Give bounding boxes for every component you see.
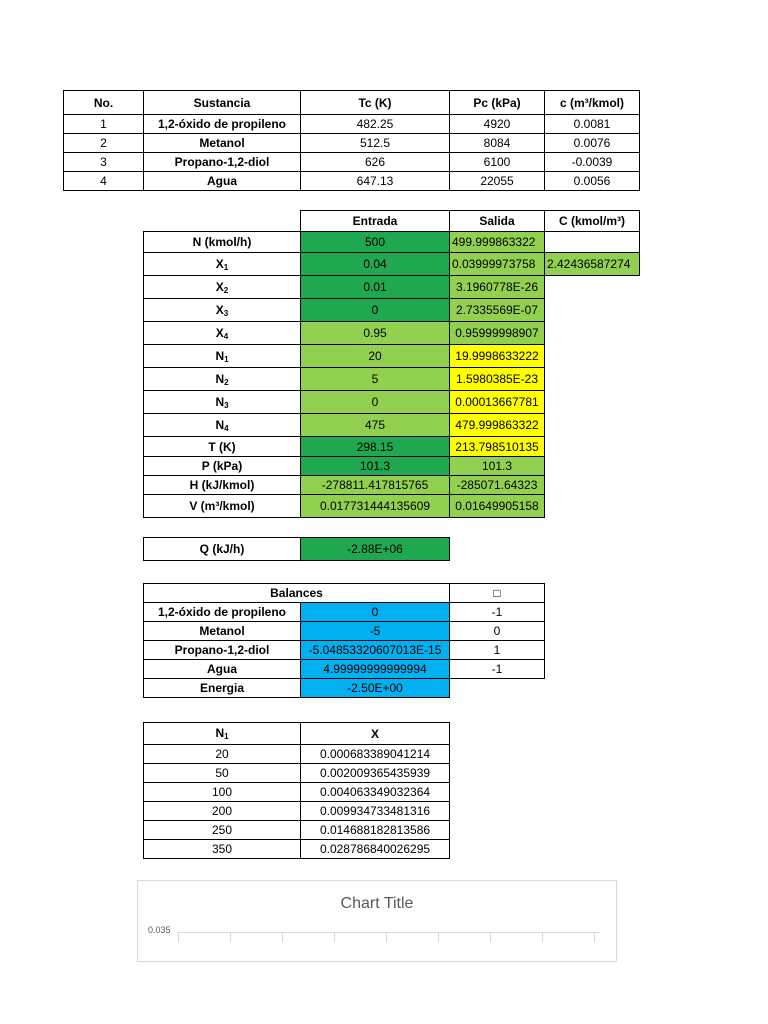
cell[interactable]: 626 <box>301 153 450 172</box>
table-row <box>144 476 640 495</box>
salida-cell[interactable]: 0.01649905158 <box>450 495 545 518</box>
nu-cell[interactable]: 0 <box>450 622 545 641</box>
n-cell[interactable]: 200 <box>144 802 301 821</box>
cell[interactable]: 22055 <box>450 172 545 191</box>
row-label: N (kmol/h) <box>144 232 301 253</box>
empty-cell <box>545 276 640 299</box>
row-label: $N_4$ <box>144 414 301 437</box>
salida-cell[interactable]: -285071.64323 <box>450 476 545 495</box>
gridline <box>178 932 179 942</box>
row-label: $X_1$ <box>144 253 301 276</box>
table-row <box>144 764 450 783</box>
gridline <box>178 932 600 933</box>
row-label: $N_1$ <box>144 345 301 368</box>
gridline <box>386 932 387 942</box>
header-c: c (m³/kmol) <box>545 91 640 115</box>
row-label: V (m³/kmol) <box>144 495 301 518</box>
y-axis-tick-label: 0.035 <box>148 925 171 935</box>
table-row <box>144 679 545 698</box>
table-row <box>144 603 545 622</box>
gridline <box>490 932 491 942</box>
header-entrada: Entrada <box>301 211 450 232</box>
empty-cell <box>545 345 640 368</box>
entrada-cell[interactable]: -278811.417815765 <box>301 476 450 495</box>
header-x: X <box>301 723 450 745</box>
cell[interactable]: 482.25 <box>301 115 450 134</box>
table-row <box>144 253 640 276</box>
table-row <box>144 368 640 391</box>
n-cell[interactable]: 20 <box>144 745 301 764</box>
gridline <box>230 932 231 942</box>
salida-cell[interactable]: 3.1960778E-26 <box>450 276 545 299</box>
entrada-cell[interactable]: 0.04 <box>301 253 450 276</box>
gridline <box>334 932 335 942</box>
header-concentration: C (kmol/m³) <box>545 211 640 232</box>
table-row <box>144 457 640 476</box>
salida-cell[interactable]: 1.5980385E-23 <box>450 368 545 391</box>
entrada-cell[interactable]: 0.01 <box>301 276 450 299</box>
header-no: No. <box>64 91 144 115</box>
c-value-cell[interactable]: 2.42436587274 <box>545 253 640 276</box>
x-cell[interactable]: 0.009934733481316 <box>301 802 450 821</box>
cell[interactable]: 8084 <box>450 134 545 153</box>
entrada-cell[interactable]: 0.017731444135609 <box>301 495 450 518</box>
salida-cell[interactable]: 479.999863322 <box>450 414 545 437</box>
row-label: Agua <box>144 660 301 679</box>
chart-title[interactable]: Chart Title <box>340 895 414 912</box>
row-label: $X_3$ <box>144 299 301 322</box>
table-row <box>144 660 545 679</box>
x-cell[interactable]: 0.000683389041214 <box>301 745 450 764</box>
cell[interactable]: 0.0081 <box>545 115 640 134</box>
table-row <box>144 840 450 859</box>
table-row <box>144 745 450 764</box>
table-row <box>144 322 640 345</box>
chart-area[interactable] <box>137 880 617 962</box>
nu-cell[interactable]: 1 <box>450 641 545 660</box>
empty-cell <box>545 368 640 391</box>
cell[interactable]: 0.0056 <box>545 172 640 191</box>
nu-cell[interactable]: -1 <box>450 660 545 679</box>
cell[interactable]: 2 <box>64 134 144 153</box>
heat-table <box>143 537 450 561</box>
header-symbol: □ <box>450 584 545 603</box>
cell[interactable]: 647.13 <box>301 172 450 191</box>
row-label: Propano-1,2-diol <box>144 641 301 660</box>
entrada-cell[interactable]: 0 <box>301 299 450 322</box>
row-label: H (kJ/kmol) <box>144 476 301 495</box>
row-label: P (kPa) <box>144 457 301 476</box>
table-row <box>144 391 640 414</box>
salida-cell[interactable]: 0.95999998907 <box>450 322 545 345</box>
header-balances: Balances <box>144 584 450 603</box>
cell[interactable]: 4920 <box>450 115 545 134</box>
cell[interactable]: -0.0039 <box>545 153 640 172</box>
entrada-cell[interactable]: 0.95 <box>301 322 450 345</box>
cell[interactable]: 6100 <box>450 153 545 172</box>
stream-table <box>143 210 640 518</box>
row-label: $X_4$ <box>144 322 301 345</box>
x-cell[interactable]: 0.028786840026295 <box>301 840 450 859</box>
row-label: $N_3$ <box>144 391 301 414</box>
n-cell[interactable]: 50 <box>144 764 301 783</box>
cell[interactable]: 1,2-óxido de propileno <box>144 115 301 134</box>
empty-cell <box>545 232 640 253</box>
q-value-cell[interactable]: -2.88E+06 <box>301 538 450 561</box>
table-row <box>144 232 640 253</box>
balance-value-cell[interactable]: 4.99999999999994 <box>301 660 450 679</box>
row-label: $N_2$ <box>144 368 301 391</box>
table-row <box>144 821 450 840</box>
cell[interactable]: 3 <box>64 153 144 172</box>
table-row <box>144 538 450 561</box>
table-row <box>144 495 640 518</box>
gridline <box>282 932 283 942</box>
gridline <box>542 932 543 942</box>
entrada-cell[interactable]: 500 <box>301 232 450 253</box>
row-label: Energia <box>144 679 301 698</box>
balances-table <box>143 583 545 698</box>
balance-value-cell[interactable]: -5 <box>301 622 450 641</box>
balance-value-cell[interactable]: -5.04853320607013E-15 <box>301 641 450 660</box>
x-cell[interactable]: 0.004063349032364 <box>301 783 450 802</box>
row-label: Metanol <box>144 622 301 641</box>
table-row <box>144 345 640 368</box>
empty-cell <box>545 391 640 414</box>
table-row <box>144 299 640 322</box>
header-salida: Salida <box>450 211 545 232</box>
x-cell[interactable]: 0.002009365435939 <box>301 764 450 783</box>
row-label: $X_2$ <box>144 276 301 299</box>
nu-cell[interactable]: -1 <box>450 603 545 622</box>
table-row <box>64 153 640 172</box>
empty-cell <box>545 322 640 345</box>
entrada-cell[interactable]: 101.3 <box>301 457 450 476</box>
table-row <box>144 641 545 660</box>
header-sustancia: Sustancia <box>144 91 301 115</box>
salida-cell[interactable]: 0.03999973758 <box>450 253 545 276</box>
empty-cell <box>545 495 640 518</box>
empty-cell <box>545 414 640 437</box>
salida-cell[interactable]: 0.00013667781 <box>450 391 545 414</box>
entrada-cell[interactable]: 298.15 <box>301 437 450 457</box>
salida-cell[interactable]: 213.798510135 <box>450 437 545 457</box>
n-cell[interactable]: 100 <box>144 783 301 802</box>
table-row <box>64 134 640 153</box>
properties-table <box>63 90 640 191</box>
cell[interactable]: Propano-1,2-diol <box>144 153 301 172</box>
salida-cell[interactable]: 499.999863322 <box>450 232 545 253</box>
cell[interactable]: 4 <box>64 172 144 191</box>
gridline <box>594 932 595 942</box>
entrada-cell[interactable]: 0 <box>301 391 450 414</box>
cell[interactable]: 512.5 <box>301 134 450 153</box>
header-n1: $N_1$ <box>144 723 301 745</box>
table-row <box>144 802 450 821</box>
table-row <box>144 414 640 437</box>
cell[interactable]: 1 <box>64 115 144 134</box>
table-row <box>144 622 545 641</box>
table-row <box>144 276 640 299</box>
table-row <box>64 115 640 134</box>
cell[interactable]: Agua <box>144 172 301 191</box>
empty-cell <box>545 476 640 495</box>
salida-cell[interactable]: 19.9998633222 <box>450 345 545 368</box>
header-tc: Tc (K) <box>301 91 450 115</box>
n-cell[interactable]: 250 <box>144 821 301 840</box>
empty-cell <box>545 437 640 457</box>
salida-cell[interactable]: 101.3 <box>450 457 545 476</box>
empty-cell <box>450 679 545 698</box>
cell[interactable]: Metanol <box>144 134 301 153</box>
table-row <box>64 172 640 191</box>
header-pc: Pc (kPa) <box>450 91 545 115</box>
cell[interactable]: 0.0076 <box>545 134 640 153</box>
row-label: T (K) <box>144 437 301 457</box>
n-x-table <box>143 722 450 859</box>
table-row <box>144 783 450 802</box>
row-label: 1,2-óxido de propileno <box>144 603 301 622</box>
row-label: Q (kJ/h) <box>144 538 301 561</box>
gridline <box>438 932 439 942</box>
entrada-cell[interactable]: 475 <box>301 414 450 437</box>
n-cell[interactable]: 350 <box>144 840 301 859</box>
empty-cell <box>545 457 640 476</box>
balance-value-cell[interactable]: -2.50E+00 <box>301 679 450 698</box>
entrada-cell[interactable]: 20 <box>301 345 450 368</box>
table-row <box>144 437 640 457</box>
salida-cell[interactable]: 2.7335569E-07 <box>450 299 545 322</box>
x-cell[interactable]: 0.014688182813586 <box>301 821 450 840</box>
balance-value-cell[interactable]: 0 <box>301 603 450 622</box>
empty-cell <box>144 211 301 232</box>
entrada-cell[interactable]: 5 <box>301 368 450 391</box>
empty-cell <box>545 299 640 322</box>
